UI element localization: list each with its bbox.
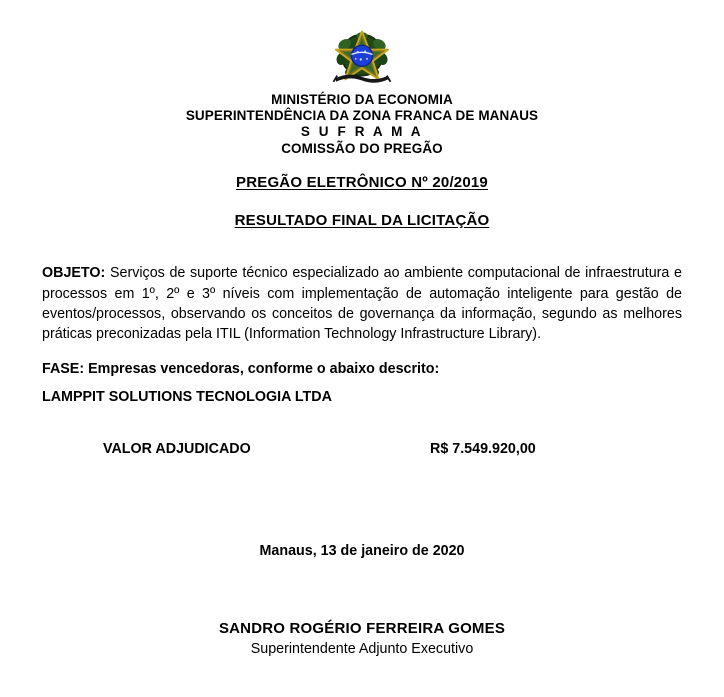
- tender-number-title: [0, 174, 724, 191]
- header-line-commission: COMISSÃO DO PREGÃO: [281, 140, 443, 156]
- awarded-value-row: [0, 441, 724, 461]
- tender-number-title-text: PREGÃO ELETRÔNICO Nº 20/2019: [236, 174, 488, 191]
- institution-header: [0, 92, 724, 157]
- coat-of-arms-container: [0, 26, 724, 88]
- header-line-ministry: MINISTÉRIO DA ECONOMIA: [271, 92, 453, 107]
- fase-line: FASE: Empresas vencedoras, conforme o abaixo descrito:: [42, 361, 440, 377]
- objeto-paragraph: [42, 263, 682, 344]
- result-title: [0, 212, 724, 229]
- objeto-text: Serviços de suporte técnico especializado ao ambiente computacional de infraestrutura e processos em 1º, 2º e 3º níveis com implementação de automação inteligente para gestão de eventos/processos, observando os conceitos de governança da informação, segundo as melhores práticas preconizadas pela ITIL (Information Technology Infrastructure Library).: [42, 265, 682, 343]
- signatory-name: SANDRO ROGÉRIO FERREIRA GOMES: [218, 620, 506, 637]
- result-title-text: RESULTADO FINAL DA LICITAÇÃO: [234, 212, 490, 229]
- awarded-value-amount: R$ 7.549.920,00: [430, 441, 536, 457]
- signatory-role: Superintendente Adjunto Executivo: [250, 641, 474, 657]
- header-line-superintendence: SUPERINTENDÊNCIA DA ZONA FRANCA DE MANAUS: [185, 108, 539, 124]
- place-and-date: Manaus, 13 de janeiro de 2020: [259, 543, 465, 559]
- awarded-value-label: VALOR ADJUDICADO: [103, 441, 251, 457]
- brazil-coat-of-arms-icon: [331, 26, 393, 88]
- header-line-suframa: S U F R A M A: [300, 124, 424, 140]
- winning-company: LAMPPIT SOLUTIONS TECNOLOGIA LTDA: [42, 389, 332, 405]
- objeto-label: OBJETO:: [42, 265, 106, 282]
